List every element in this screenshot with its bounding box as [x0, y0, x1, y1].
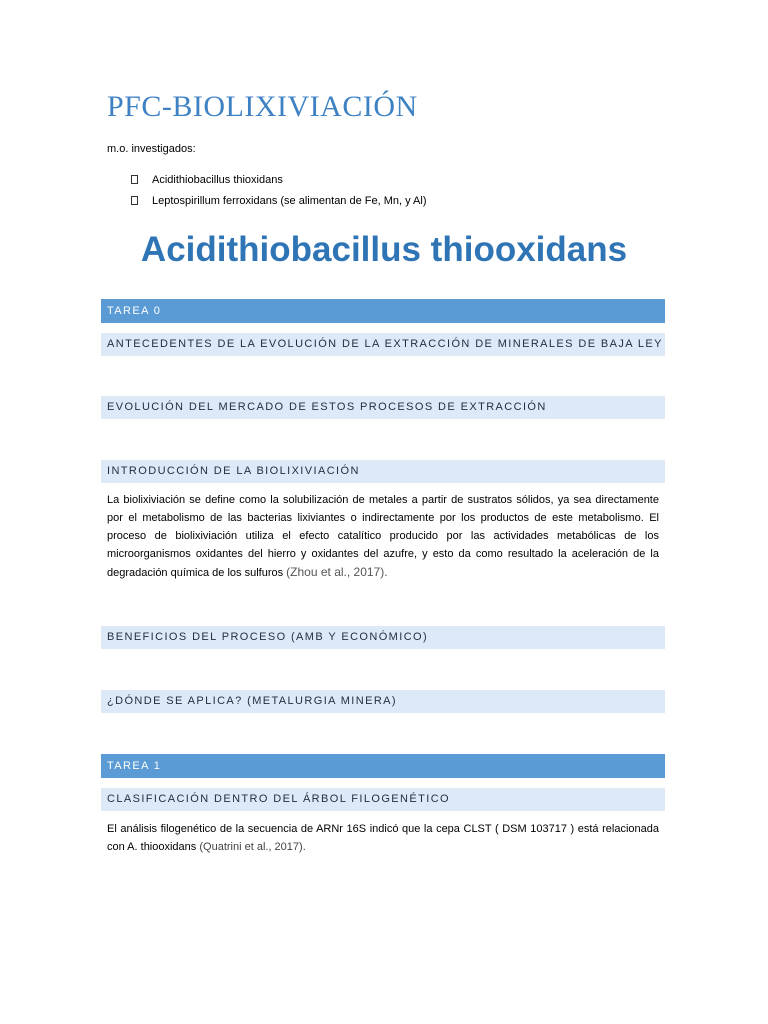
- document-title: PFC-BIOLIXIVIACIÓN: [107, 90, 418, 123]
- list-item-text: Acidithiobacillus thioxidans: [152, 174, 283, 186]
- organism-list: [131, 172, 427, 214]
- section-heading-antecedentes: ANTECEDENTES DE LA EVOLUCIÓN DE LA EXTRACCIÓN DE MINERALES DE BAJA LEY: [101, 333, 665, 356]
- bullet-icon: [131, 196, 138, 205]
- list-item-text: Leptospirillum ferroxidans (se alimentan de Fe, Mn, y Al): [152, 195, 427, 207]
- section-heading-donde-se-aplica: ¿DÓNDE SE APLICA? (METALURGIA MINERA): [101, 690, 665, 713]
- main-heading: Acidithiobacillus thiooxidans: [140, 230, 628, 269]
- tarea-1-header: TAREA 1: [101, 754, 665, 778]
- section-heading-introduccion: INTRODUCCIÓN DE LA BIOLIXIVIACIÓN: [101, 460, 665, 483]
- section-heading-clasificacion: CLASIFICACIÓN DENTRO DEL ÁRBOL FILOGENÉTICO: [101, 788, 665, 811]
- section-heading-evolucion-mercado: EVOLUCIÓN DEL MERCADO DE ESTOS PROCESOS DE EXTRACCIÓN: [101, 396, 665, 419]
- citation: (Zhou et al., 2017).: [286, 565, 388, 579]
- bullet-icon: [131, 175, 138, 184]
- citation: (Quatrini et al., 2017).: [199, 841, 306, 853]
- introduccion-paragraph: [107, 491, 659, 582]
- list-item: [131, 172, 427, 193]
- paragraph-text: La biolixiviación se define como la solubilización de metales a partir de sustratos sólidos, ya sea directamente por el metabolismo de las bacterias lixiviantes o indirectamente por los productos de este metabolismo. El proceso de biolixiviación utiliza el efecto catalítico producido por las actividades metabólicas de los microorganismos oxidantes del hierro y oxidantes del azufre, y esto da como resultado la aceleración de la degradación química de los sulfuros: [107, 494, 659, 579]
- investigated-label: m.o. investigados:: [107, 143, 196, 155]
- paragraph-text: El análisis filogenético de la secuencia de ARNr 16S indicó que la cepa CLST ( DSM 103717 ) está relacionada con A. thiooxidans: [107, 823, 659, 853]
- clasificacion-paragraph: [107, 820, 659, 856]
- list-item: [131, 193, 427, 214]
- tarea-0-header: TAREA 0: [101, 299, 665, 323]
- section-heading-beneficios: BENEFICIOS DEL PROCESO (AMB Y ECONÓMICO): [101, 626, 665, 649]
